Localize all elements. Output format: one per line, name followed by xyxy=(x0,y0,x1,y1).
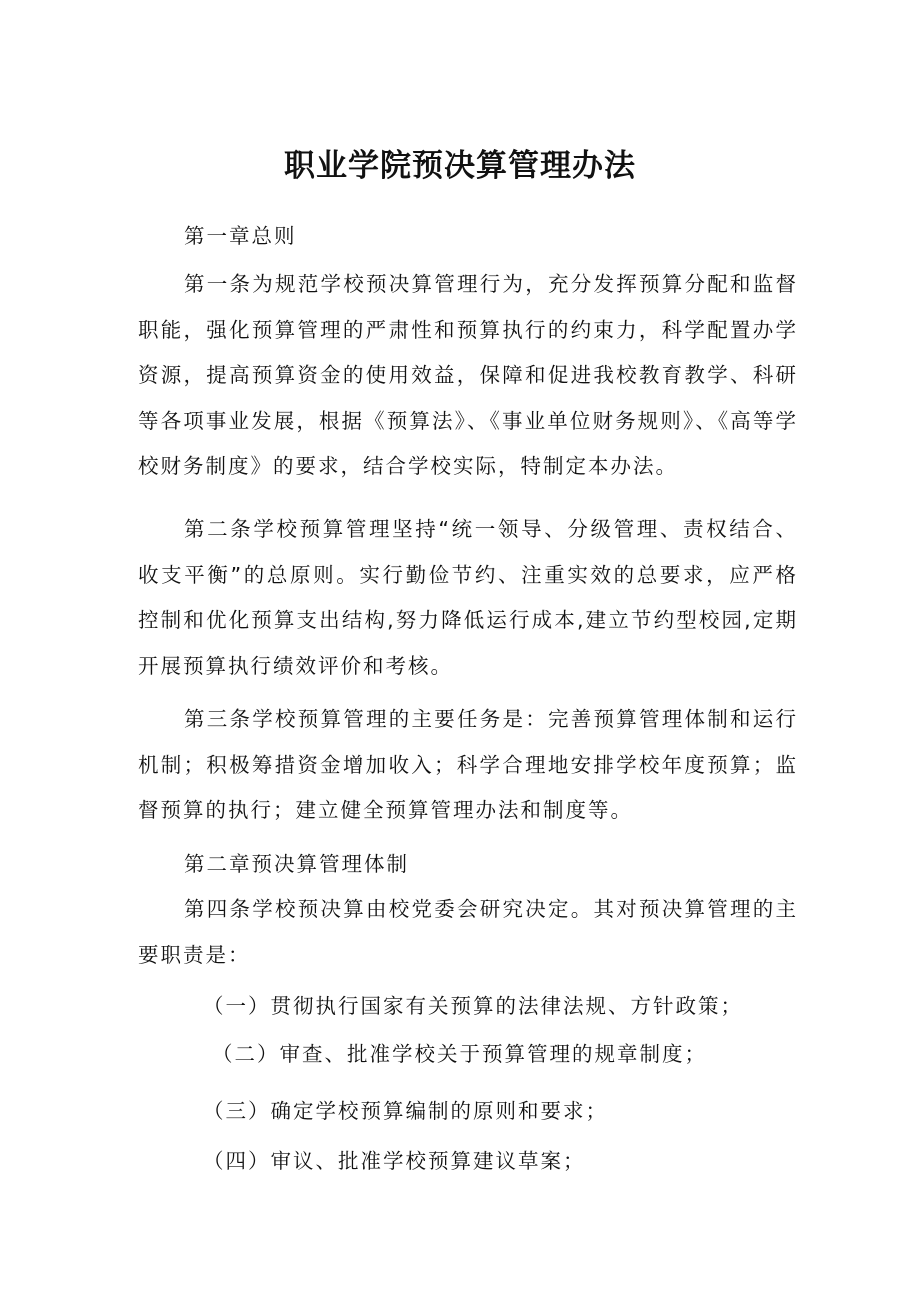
list-item-1: （一）贯彻执行国家有关预算的法律法规、方针政策； xyxy=(203,994,743,1018)
list-item-2: （二）审查、批准学校关于预算管理的规章制度； xyxy=(212,1042,707,1066)
article-1-paragraph: 第一条为规范学校预决算管理行为，充分发挥预算分配和监督职能，强化预算管理的严肃性和预算执行的约束力，科学配置办学资源，提高预算资金的使用效益，保障和促进我校教育教学、科研等各项事业发展，根据《预算法》、《事业单位财务规则》、《高等学校财务制度》的要求，结合学校实际，特制定本办法。 xyxy=(138,272,798,479)
document-title: 职业学院预决算管理办法 xyxy=(284,148,636,184)
chapter-2-heading: 第二章预决算管理体制 xyxy=(184,852,409,876)
list-item-3: （三）确定学校预算编制的原则和要求； xyxy=(203,1099,608,1123)
chapter-1-heading: 第一章总则 xyxy=(184,224,297,248)
article-4-paragraph: 第四条学校预决算由校党委会研究决定。其对预决算管理的主要职责是： xyxy=(138,897,798,967)
article-3-paragraph: 第三条学校预算管理的主要任务是：完善预算管理体制和运行机制；积极筹措资金增加收入；科学合理地安排学校年度预算；监督预算的执行；建立健全预算管理办法和制度等。 xyxy=(138,707,798,823)
article-2-paragraph: 第二条学校预算管理坚持“统一领导、分级管理、责权结合、收支平衡”的总原则。实行勤俭节约、注重实效的总要求，应严格控制和优化预算支出结构,努力降低运行成本,建立节约型校园,定期开展预算执行绩效评价和考核。 xyxy=(138,517,798,678)
list-item-4: （四）审议、批准学校预算建议草案； xyxy=(203,1149,586,1173)
